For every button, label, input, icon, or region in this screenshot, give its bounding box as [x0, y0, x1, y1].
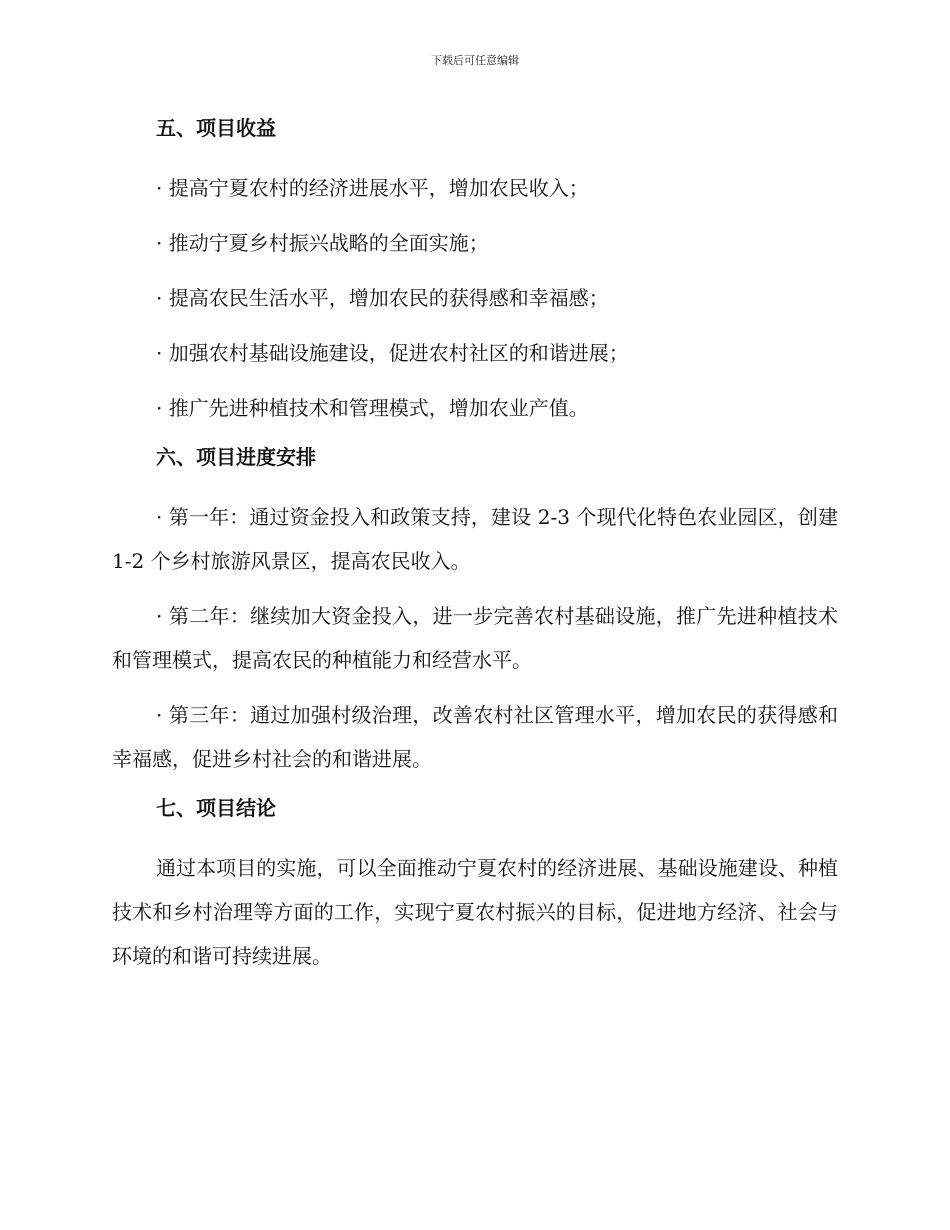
- section-title: 七、项目结论: [156, 796, 276, 820]
- bullet-paragraph: · 加强农村基础设施建设，促进农村社区的和谐进展；: [156, 341, 629, 365]
- bullet-paragraph: · 第一年：通过资金投入和政策支持，建设 2-3 个现代化特色农业园区，创建 1-2 个乡村旅游风景区，提高农民收入。: [112, 505, 838, 573]
- bullet-paragraph: · 第二年：继续加大资金投入，进一步完善农村基础设施，推广先进种植技术和管理模式，提高农民的种植能力和经营水平。: [112, 604, 838, 672]
- bullet-paragraph: · 推广先进种植技术和管理模式，增加农业产值。: [156, 396, 589, 420]
- bullet-paragraph: · 提高农民生活水平，增加农民的获得感和幸福感；: [156, 286, 609, 310]
- bullet-paragraph: · 第三年：通过加强村级治理，改善农村社区管理水平，增加农民的获得感和幸福感，促进乡村社会的和谐进展。: [112, 703, 838, 771]
- bullet-paragraph: · 提高宁夏农村的经济进展水平，增加农民收入；: [156, 176, 589, 200]
- section-title: 五、项目收益: [156, 116, 276, 140]
- body-paragraph: 通过本项目的实施，可以全面推动宁夏农村的经济进展、基础设施建设、种植技术和乡村治理等方面的工作，实现宁夏农村振兴的目标，促进地方经济、社会与环境的和谐可持续进展。: [112, 856, 838, 968]
- bullet-paragraph: · 推动宁夏乡村振兴战略的全面实施；: [156, 231, 489, 255]
- document-body: [112, 112, 838, 978]
- page-header: 下载后可任意编辑: [431, 54, 519, 67]
- section-title: 六、项目进度安排: [156, 445, 316, 469]
